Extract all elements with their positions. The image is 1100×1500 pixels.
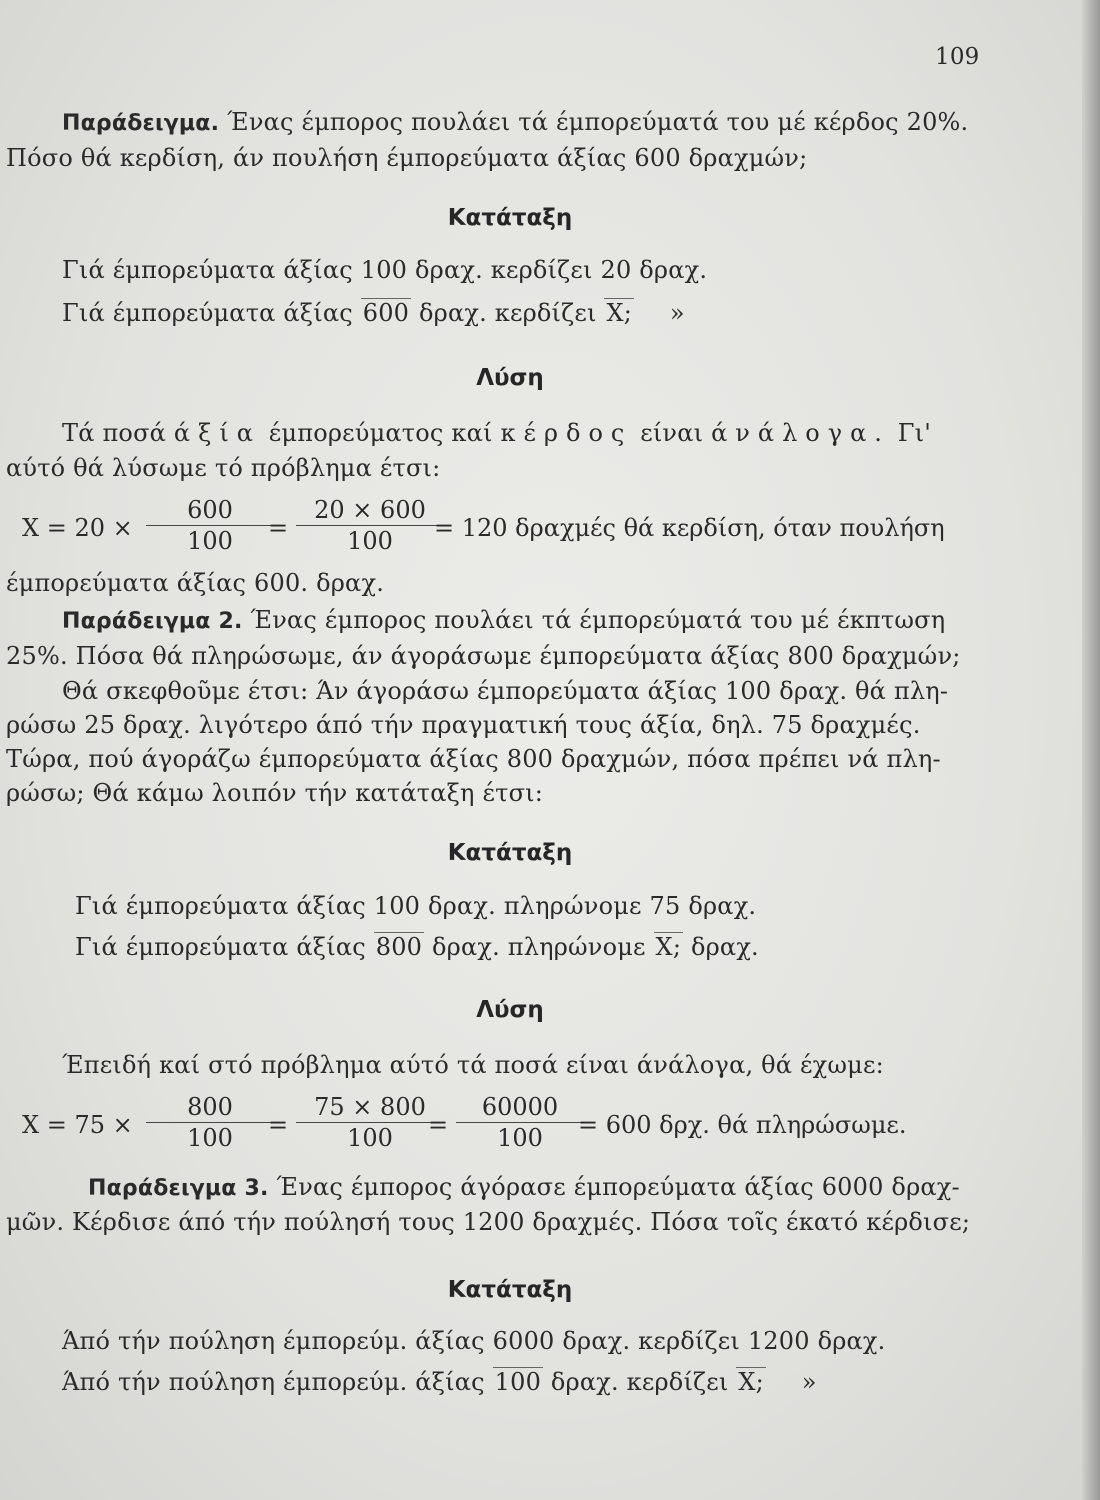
row-value: 600 [362,299,410,327]
row-unit: δραχ. [690,933,759,961]
example-3-line-2: μῶν. Κέρδισε άπό τήν πούλησή τους 1200 δραχμές. Πόσα τοῖς έκατό κέρδισε; [6,1208,971,1236]
row-unit: » [801,1368,817,1396]
example-2-line-2: 25%. Πόσα θά πληρώσωμε, άν άγοράσωμε έμπορεύματα άξίας 800 δραχμών; [6,642,961,670]
row-text: δραχ. κερδίζει [550,1368,729,1396]
fraction-5 [450,1092,590,1153]
row-text: δραχ. πληρώνομε [428,892,642,920]
fraction-numerator: 800 [187,1093,233,1121]
lysi-1-line-2: αύτό θά λύσωμε τό πρόβλημα έτσι: [6,454,441,482]
row-value: 20 [600,256,632,284]
row-value: X; [606,299,633,327]
row-value: 1200 [747,1327,810,1355]
katataxi-1-row-2 [62,298,685,328]
page-number: 109 [935,44,980,70]
katataxi-2-row-1 [75,891,756,921]
fraction-numerator: 75 × 800 [314,1093,426,1121]
spaced-term: άνάλογα. [711,419,890,447]
example-2-label: Παράδειγμα 2. [62,609,243,634]
example-2-line-4: ρώσω 25 δραχ. λιγότερο άπό τήν πραγματική τους άξία, δηλ. 75 δραχμές. [6,711,921,739]
example-1-line-2: Πόσο θά κερδίση, άν πουλήση έμπορεύματα άξίας 600 δραχμών; [6,144,808,172]
spaced-term: κέρδος [500,419,633,447]
fraction-2 [290,495,450,556]
fraction-denominator: 100 [347,527,393,555]
example-text: Ένας έμπορος άγόρασε έμπορεύματα άξίας 6000 δραχ- [276,1173,960,1201]
spaced-term: άξία [173,419,261,447]
lysi-1-line-1 [62,418,931,448]
row-value: 800 [375,933,423,961]
row-text: δραχ. κερδίζει [415,256,593,284]
solution-text: είναι [640,419,704,447]
row-text: Άπό τήν πούληση έμπορεύμ. άξίας [62,1327,485,1355]
solution-text: Τά ποσά [62,419,167,447]
row-text: Γιά έμπορεύματα άξίας [75,933,366,961]
equation-1-equals: = [268,514,289,542]
row-value: 75 [649,892,681,920]
row-text: δραχ. πληρώνομε [432,933,646,961]
example-text: Ένας έμπορος πουλάει τά έμπορεύματά του μέ έκπτωση [250,606,946,634]
fraction-4 [290,1092,450,1153]
example-2-line-5: Τώρα, πού άγοράζω έμπορεύματα άξίας 800 δραχμών, πόσα πρέπει νά πλη- [6,745,941,773]
lysi-heading-1: Λύση [476,365,544,391]
fraction-denominator: 100 [497,1124,543,1152]
page-edge-shadow [1082,0,1100,1500]
row-text: δραχ. κερδίζει [419,299,597,327]
row-text: δραχ. κερδίζει [562,1327,740,1355]
row-text: Γιά έμπορεύματα άξίας [62,256,353,284]
lysi-heading-2: Λύση [476,997,544,1023]
example-2-line-1 [62,605,945,637]
solution-text: Γι' [897,419,932,447]
row-unit: δραχ. [639,256,708,284]
solution-text: έμπορεύματος καί [268,419,493,447]
fraction-3 [140,1092,280,1153]
row-value: 100 [373,892,421,920]
fraction-denominator: 100 [187,527,233,555]
equation-2-end: = 600 δρχ. θά πληρώσωμε. [578,1111,907,1139]
equation-1-start: X = 20 × [22,514,133,542]
katataxi-heading-2: Κατάταξη [447,840,573,866]
katataxi-heading-3: Κατάταξη [447,1277,573,1303]
row-value: X; [738,1368,764,1396]
katataxi-3-row-2 [62,1367,817,1397]
row-text: Γιά έμπορεύματα άξίας [62,299,353,327]
example-1-label: Παράδειγμα. [62,111,220,136]
katataxi-2-row-2 [75,932,759,962]
example-3-line-1 [88,1172,960,1204]
row-value: 100 [494,1368,542,1396]
row-unit: » [669,299,685,327]
example-1-text-1: Ένας έμπορος πουλάει τά έμπορεύματά του μέ κέρδος 20%. [227,108,969,136]
example-2-line-3: Θά σκεφθοῦμε έτσι: Άν άγοράσω έμπορεύματα άξίας 100 δραχ. θά πλη- [62,677,949,705]
fraction-numerator: 600 [187,496,233,524]
equation-2-start: X = 75 × [22,1111,133,1139]
fraction-numerator: 20 × 600 [314,496,426,524]
katataxi-1-row-1 [62,255,707,285]
row-value: 100 [360,256,408,284]
katataxi-3-row-1 [62,1326,886,1356]
katataxi-heading-1: Κατάταξη [447,205,573,231]
equation-2-equals-2: = [428,1111,449,1139]
row-unit: δραχ. [688,892,757,920]
row-value: 6000 [492,1327,555,1355]
example-3-label: Παράδειγμα 3. [88,1176,269,1201]
equation-2-equals-1: = [268,1111,289,1139]
fraction-denominator: 100 [347,1124,393,1152]
example-1-line-1 [62,107,968,139]
equation-1-end: = 120 δραχμές θά κερδίση, όταν πουλήση [434,514,945,542]
row-value: X; [655,933,682,961]
lysi-2-line-1: Έπειδή καί στό πρόβλημα αύτό τά ποσά είναι άνάλογα, θά έχωμε: [62,1051,884,1079]
row-unit: δραχ. [817,1327,886,1355]
lysi-1-line-3: έμπορεύματα άξίας 600. δραχ. [6,569,385,597]
fraction-denominator: 100 [187,1124,233,1152]
row-text: Άπό τήν πούληση έμπορεύμ. άξίας [62,1368,485,1396]
row-text: Γιά έμπορεύματα άξίας [75,892,366,920]
fraction-numerator: 60000 [481,1093,559,1121]
example-2-line-6: ρώσω; Θά κάμω λοιπόν τήν κατάταξη έτσι: [6,779,544,807]
fraction-1 [140,495,280,556]
